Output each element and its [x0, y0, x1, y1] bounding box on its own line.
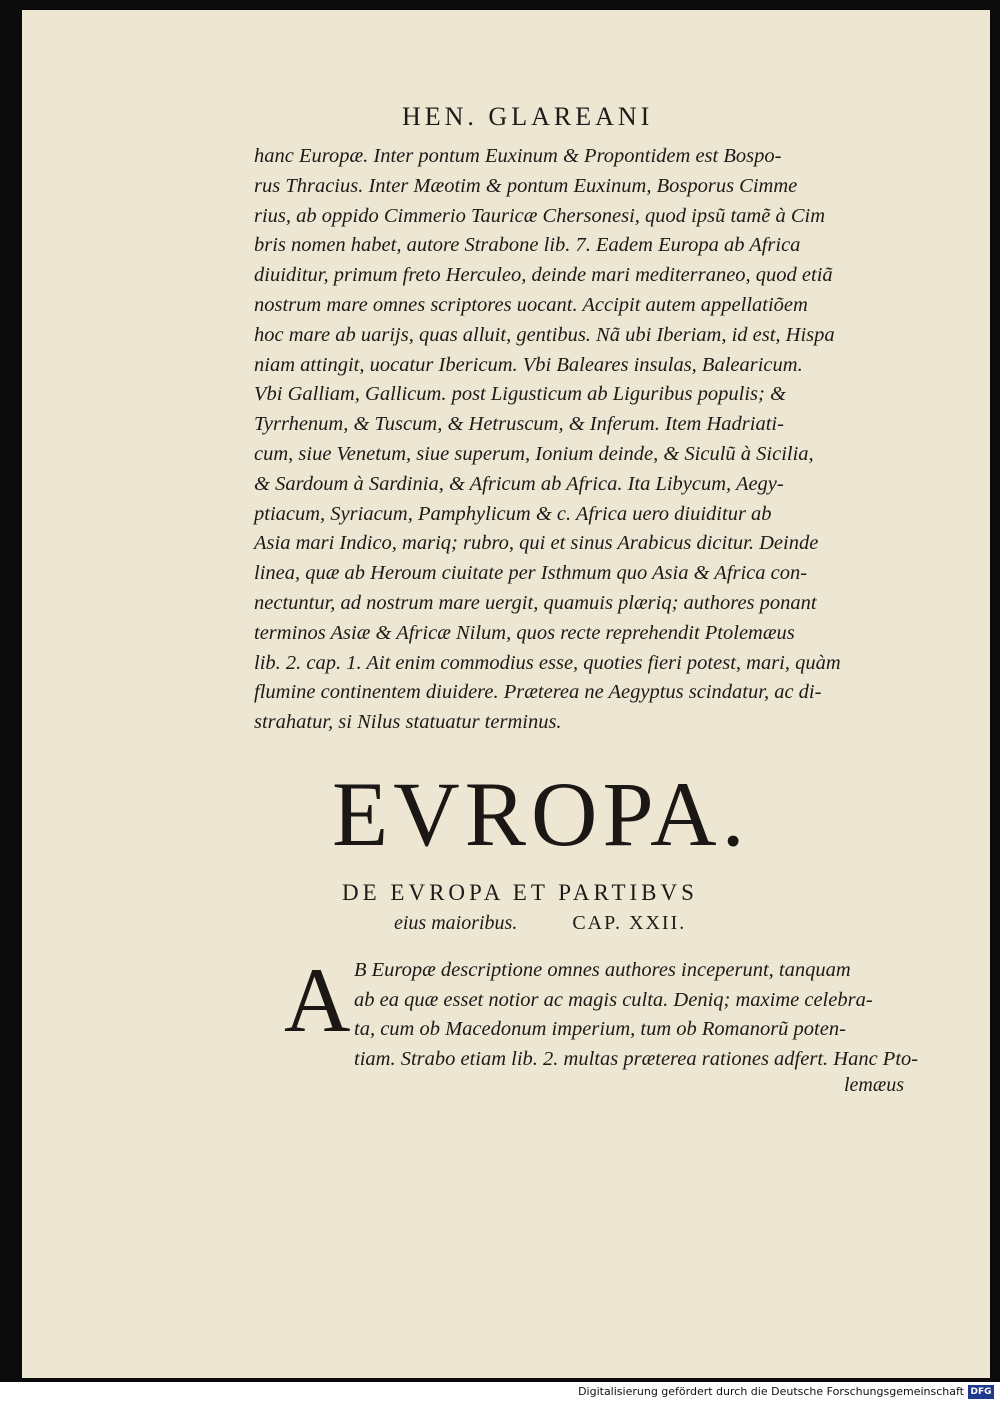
- running-head: HEN. GLAREANI: [402, 102, 654, 131]
- drop-cap: A: [284, 949, 351, 1051]
- text-line: cum, siue Venetum, siue superum, Ionium deinde, & Siculũ à Sicilia,: [254, 442, 814, 465]
- text-line: Asia mari Indico, mariq; rubro, qui et sinus Arabicus dicitur. Deinde: [254, 532, 819, 555]
- digitization-footer: [0, 1382, 1000, 1403]
- text-line: bris nomen habet, autore Strabone lib. 7. Eadem Europa ab Africa: [254, 234, 801, 257]
- text-line: hoc mare ab uarijs, quas alluit, gentibus. Nã ubi Iberiam, id est, Hispa: [254, 323, 835, 346]
- body-text: [254, 142, 874, 738]
- text-line: & Sardoum à Sardinia, & Africum ab Africa. Ita Libycum, Aegy-: [254, 472, 784, 495]
- text-line: strahatur, si Nilus statuatur terminus.: [254, 711, 562, 734]
- text-line: rius, ab oppido Cimmerio Tauricæ Chersonesi, quod ipsũ tamẽ à Cim: [254, 204, 826, 227]
- page-content: [22, 10, 990, 1378]
- chapter-subtitle-line2: [394, 912, 686, 935]
- text-line: B Europæ descriptione omnes authores inceperunt, tanquam: [354, 959, 851, 981]
- text-line: rus Thracius. Inter Mæotim & pontum Euxinum, Bosporus Cimme: [254, 174, 798, 197]
- catchword: lemæus: [844, 1074, 904, 1096]
- text-line: diuiditur, primum freto Herculeo, deinde mari mediterraneo, quod etiã: [254, 264, 833, 287]
- chapter-text: [354, 956, 919, 1074]
- text-line: Vbi Galliam, Gallicum. post Ligusticum ab Liguribus populis; &: [254, 383, 786, 406]
- chapter-subtitle: DE EVROPA ET PARTIBVS: [342, 880, 698, 905]
- funding-credit: Digitalisierung gefördert durch die Deutsche Forschungsgemeinschaft: [578, 1385, 964, 1398]
- dfg-logo-icon: DFG: [968, 1385, 994, 1399]
- text-line: linea, quæ ab Heroum ciuitate per Isthmum quo Asia & Africa con-: [254, 562, 808, 585]
- text-line: terminos Asiæ & Africæ Nilum, quos recte reprehendit Ptolemæus: [254, 621, 795, 644]
- book-page: [22, 10, 990, 1378]
- text-line: ta, cum ob Macedonum imperium, tum ob Romanorũ poten-: [354, 1018, 846, 1040]
- text-line: ptiacum, Syriacum, Pamphylicum & c. Africa uero diuiditur ab: [254, 502, 772, 525]
- text-line: nostrum mare omnes scriptores uocant. Accipit autem appellatiõem: [254, 293, 808, 316]
- text-line: tiam. Strabo etiam lib. 2. multas præterea rationes adfert. Hanc Pto-: [354, 1047, 919, 1070]
- text-line: nectuntur, ad nostrum mare uergit, quamuis plæriq; authores ponant: [254, 591, 817, 614]
- text-line: flumine continentem diuidere. Præterea ne Aegyptus scindatur, ac di-: [254, 681, 822, 704]
- chapter-title: EVROPA.: [332, 763, 750, 865]
- text-line: niam attingit, uocatur Ibericum. Vbi Baleares insulas, Balearicum.: [254, 353, 803, 376]
- text-line: hanc Europæ. Inter pontum Euxinum & Propontidem est Bospo-: [254, 145, 782, 167]
- text-line: lib. 2. cap. 1. Ait enim commodius esse, quoties fieri potest, mari, quàm: [254, 651, 841, 674]
- chapter-subtitle-continuation: eius maioribus.: [394, 912, 518, 934]
- chapter-number: CAP. XXII.: [572, 912, 687, 934]
- text-line: ab ea quæ esset notior ac magis culta. Deniq; maxime celebra-: [354, 988, 873, 1011]
- text-line: Tyrrhenum, & Tuscum, & Hetruscum, & Inferum. Item Hadriati-: [254, 413, 784, 436]
